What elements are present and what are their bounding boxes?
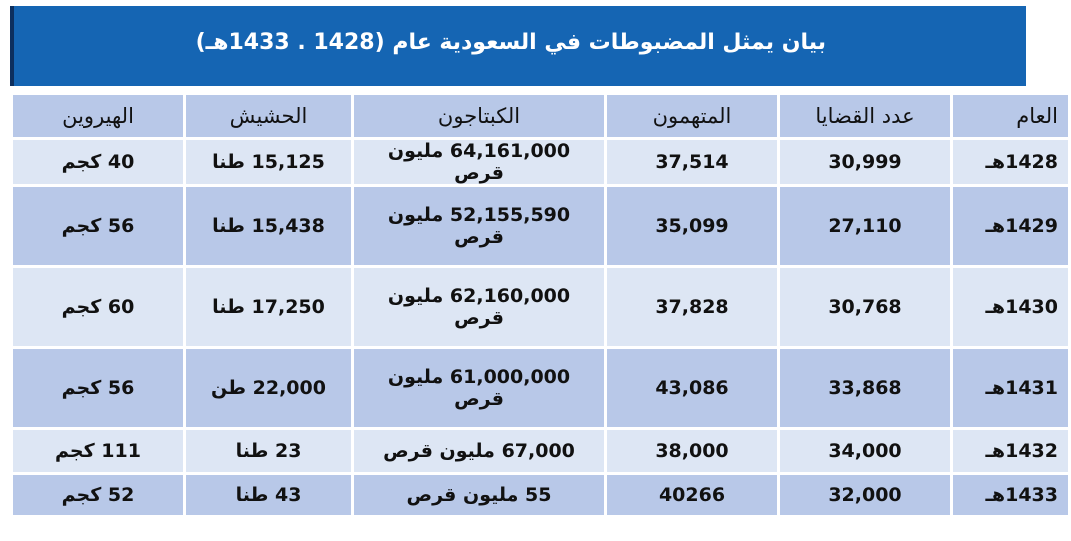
cell-captagon: 52,155,590 مليون قرص	[354, 187, 604, 265]
cell-accused: 37,514	[607, 140, 777, 184]
table-row	[13, 187, 1068, 265]
table-row	[13, 430, 1068, 472]
table-row	[13, 349, 1068, 427]
cell-accused: 43,086	[607, 349, 777, 427]
header-accused: المتهمون	[607, 95, 777, 137]
cell-cases: 33,868	[780, 349, 950, 427]
header-year: العام	[953, 95, 1068, 137]
cell-accused: 38,000	[607, 430, 777, 472]
cell-hashish: 43 طنا	[186, 475, 351, 515]
cell-year: 1432هـ	[953, 430, 1068, 472]
cell-captagon: 67,000 مليون قرص	[354, 430, 604, 472]
cell-year: 1430هـ	[953, 268, 1068, 346]
cell-hashish: 15,438 طنا	[186, 187, 351, 265]
header-cases: عدد القضايا	[780, 95, 950, 137]
cell-cases: 34,000	[780, 430, 950, 472]
page-title: بيان يمثل المضبوطات في السعودية عام (1428 . 1433هـ)	[195, 30, 826, 55]
seizures-table	[10, 92, 1071, 518]
table-row	[13, 268, 1068, 346]
cell-accused: 35,099	[607, 187, 777, 265]
header-hashish: الحشيش	[186, 95, 351, 137]
cell-cases: 30,768	[780, 268, 950, 346]
cell-cases: 30,999	[780, 140, 950, 184]
cell-captagon: 55 مليون قرص	[354, 475, 604, 515]
cell-captagon: 61,000,000 مليون قرص	[354, 349, 604, 427]
header-captagon: الكبتاجون	[354, 95, 604, 137]
cell-cases: 27,110	[780, 187, 950, 265]
header-heroin: الهيروين	[13, 95, 183, 137]
header-row	[13, 95, 1068, 137]
cell-heroin: 52 كجم	[13, 475, 183, 515]
cell-hashish: 17,250 طنا	[186, 268, 351, 346]
cell-accused: 37,828	[607, 268, 777, 346]
cell-captagon: 62,160,000 مليون قرص	[354, 268, 604, 346]
cell-hashish: 15,125 طنا	[186, 140, 351, 184]
cell-cases: 32,000	[780, 475, 950, 515]
cell-year: 1428هـ	[953, 140, 1068, 184]
table-row	[13, 475, 1068, 515]
title-bar	[10, 6, 1026, 86]
cell-heroin: 40 كجم	[13, 140, 183, 184]
cell-hashish: 23 طنا	[186, 430, 351, 472]
cell-hashish: 22,000 طن	[186, 349, 351, 427]
cell-year: 1433هـ	[953, 475, 1068, 515]
title-accent-stripe	[10, 6, 14, 86]
cell-heroin: 56 كجم	[13, 187, 183, 265]
cell-captagon: 64,161,000 مليون قرص	[354, 140, 604, 184]
cell-heroin: 111 كجم	[13, 430, 183, 472]
cell-heroin: 60 كجم	[13, 268, 183, 346]
cell-heroin: 56 كجم	[13, 349, 183, 427]
table-row	[13, 140, 1068, 184]
cell-year: 1431هـ	[953, 349, 1068, 427]
cell-year: 1429هـ	[953, 187, 1068, 265]
cell-accused: 40266	[607, 475, 777, 515]
